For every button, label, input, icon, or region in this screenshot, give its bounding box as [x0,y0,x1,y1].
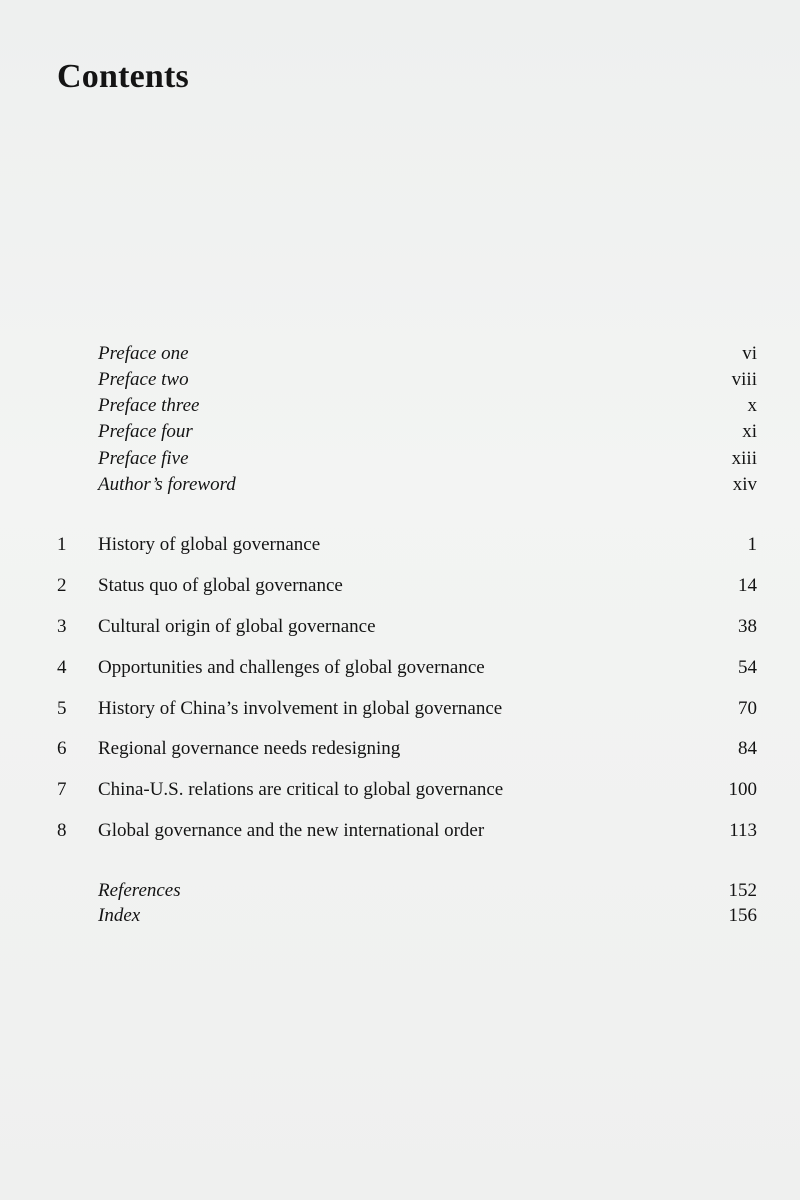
chapter-number: 1 [57,534,67,555]
chapter-page: 113 [729,820,757,841]
toc-entry-authors-foreword [57,472,757,498]
toc-entry-label: Preface four [98,421,193,442]
toc-entry-page: 156 [728,905,757,926]
chapter-number: 6 [57,738,67,759]
chapter-page: 1 [747,534,757,555]
chapter-number: 8 [57,820,67,841]
toc-entry-references [57,878,757,904]
toc-entry-page: vi [742,343,757,364]
toc-entry-preface-five [57,446,757,472]
toc-entry-page: xi [742,421,757,442]
chapter-title: Opportunities and challenges of global governance [98,657,485,678]
chapter-title: China-U.S. relations are critical to global governance [98,779,504,800]
toc-entry-page: xiii [731,448,757,469]
chapter-title: History of China’s involvement in global governance [98,698,503,719]
chapter-number: 3 [57,616,67,637]
toc-entry-label: References [98,880,181,901]
toc-entry-page: viii [731,369,757,390]
chapter-page: 70 [738,698,757,719]
toc-entry-index [57,903,757,929]
toc-entry-page: x [747,395,757,416]
chapter-page: 100 [728,779,757,800]
chapter-page: 84 [738,738,757,759]
chapter-number: 2 [57,575,67,596]
chapter-title: Status quo of global governance [98,575,343,596]
toc-entry-preface-four [57,419,757,445]
toc-chapter-8 [57,818,757,844]
chapter-page: 38 [738,616,757,637]
toc-entry-label: Preface five [98,448,189,469]
toc-chapter-1 [57,532,757,558]
chapter-page: 14 [738,575,757,596]
toc-chapter-6 [57,736,757,762]
toc-chapter-7 [57,777,757,803]
toc-entry-preface-two [57,367,757,393]
toc-chapter-3 [57,614,757,640]
chapter-title: Global governance and the new international order [98,820,485,841]
chapter-number: 7 [57,779,67,800]
page-title: Contents [57,58,189,95]
toc-chapter-4 [57,655,757,681]
toc-entry-page: xiv [732,474,757,495]
toc-chapter-2 [57,573,757,599]
toc-entry-preface-three [57,393,757,419]
toc-entry-label: Preface two [98,369,189,390]
toc-entry-page: 152 [728,880,757,901]
chapter-title: History of global governance [98,534,321,555]
chapter-page: 54 [738,657,757,678]
chapter-title: Cultural origin of global governance [98,616,376,637]
toc-entry-label: Author’s foreword [98,474,236,495]
toc-entry-label: Preface three [98,395,200,416]
toc-entry-label: Index [98,905,141,926]
chapter-number: 4 [57,657,67,678]
toc-entry-preface-one [57,341,757,367]
chapter-number: 5 [57,698,67,719]
toc-chapter-5 [57,696,757,722]
chapter-title: Regional governance needs redesigning [98,738,401,759]
toc-entry-label: Preface one [98,343,189,364]
